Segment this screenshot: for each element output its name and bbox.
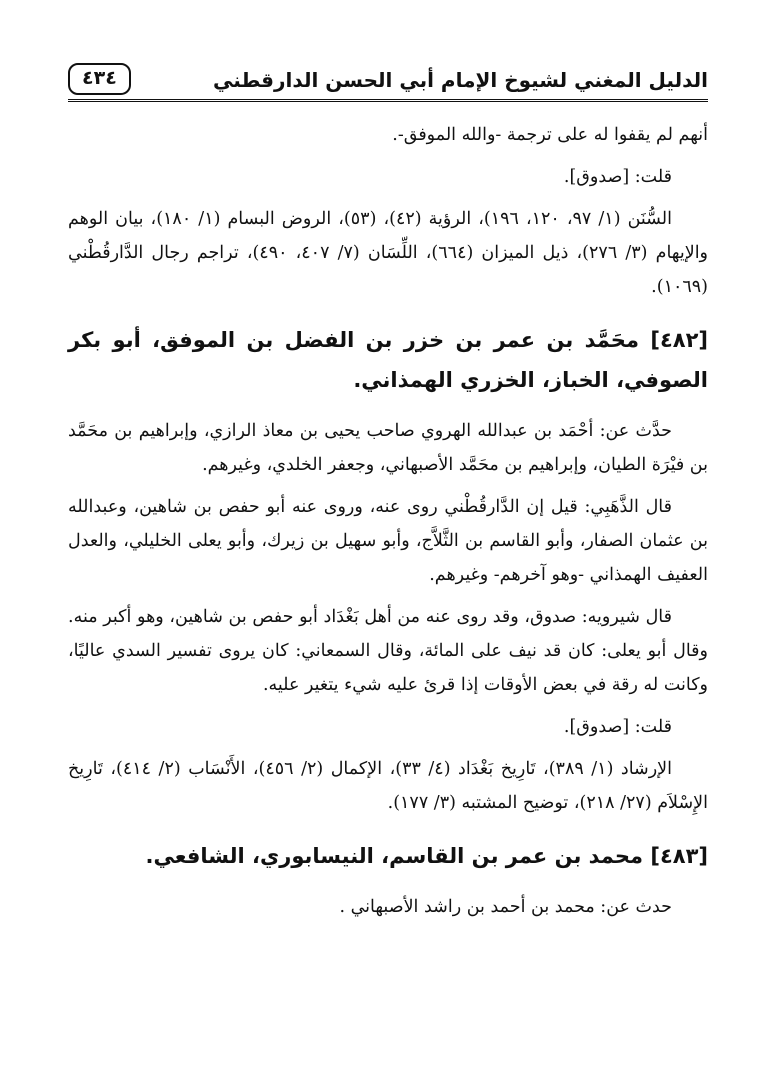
entry-heading-483 (68, 836, 708, 876)
page-body (68, 118, 708, 932)
entry-number-483: [٤٨٣] (650, 844, 708, 868)
entry-number-482: [٤٨٢] (650, 328, 708, 352)
sources-paragraph-2: الإرشاد (١/ ٣٨٩)، تَارِيخ بَغْدَاد (٤/ ٣٣)، الإكمال (٢/ ٤٥٦)، الأَنْسَاب (٢/ ٤١٤)، تَارِيخ الإِسْلاَم (٢٧/ ٢١٨)، توضيح المشتبه (٣/ ١٧٧). (68, 759, 708, 813)
page-header (68, 58, 708, 102)
teachers-paragraph: حدَّث عن: أحْمَد بن عبدالله الهروي صاحب يحيى بن معاذ الرازي، وإبراهيم بن محَمَّد بن فيْرَة الطيان، وإبراهيم بن محَمَّد الأصبهاني، وجعفر الخلدي، وغيرهم. (68, 421, 708, 475)
shirawayh-paragraph: قال شيرويه: صدوق، وقد روى عنه من أهل بَغْدَاد أبو حفص بن شاهين، وهو أكبر منه. وقال أبو يعلى: كان قد نيف على المائة، وقال السمعاني: كان يروى تفسير السدي عاليًا، وكانت له رقة في بعض الأوقات إذا قرئ عليه شيء يتغير عليه. (68, 607, 708, 695)
teachers-paragraph-2: حدث عن: محمد بن أحمد بن راشد الأصبهاني . (339, 897, 672, 917)
entry-heading-482 (68, 320, 708, 400)
verdict-paragraph: قلت: [صدوق]. (563, 167, 672, 187)
running-title: الدليل المغني لشيوخ الإمام أبي الحسن الدارقطني (213, 68, 708, 92)
continuation-paragraph: أنهم لم يقفوا له على ترجمة -والله الموفق-. (392, 125, 708, 145)
verdict-paragraph-2: قلت: [صدوق]. (563, 717, 672, 737)
entry-title-483: محمد بن عمر بن القاسم، النيسابوري، الشافعي. (145, 844, 644, 868)
entry-title-482: محَمَّد بن عمر بن خزر بن الفضل بن الموفق، أبو بكر الصوفي، الخباز، الخزري الهمذاني. (68, 328, 708, 392)
dhahabi-paragraph: قال الذَّهَبِي: قيل إن الدَّارقُطْني روى عنه، وروى عنه أبو حفص بن شاهين، وعبدالله بن عثمان الصفار، وأبو القاسم بن الثَّلاَّج، وأبو سهيل بن زيرك، وأبو يعلى الخليلي، والعدل العفيف الهمذاني -وهو آخرهم- وغيرهم. (68, 497, 708, 585)
sources-paragraph: السُّنَن (١/ ٩٧، ١٢٠، ١٩٦)، الرؤية (٤٢)، (٥٣)، الروض البسام (١/ ١٨٠)، بيان الوهم والإيهام (٣/ ٢٧٦)، ذيل الميزان (٦٦٤)، اللِّسَان (٧/ ٤٠٧، ٤٩٠)، تراجم رجال الدَّارقُطْني (١٠٦٩). (68, 209, 709, 297)
page-number: ٤٣٤ (68, 63, 131, 95)
